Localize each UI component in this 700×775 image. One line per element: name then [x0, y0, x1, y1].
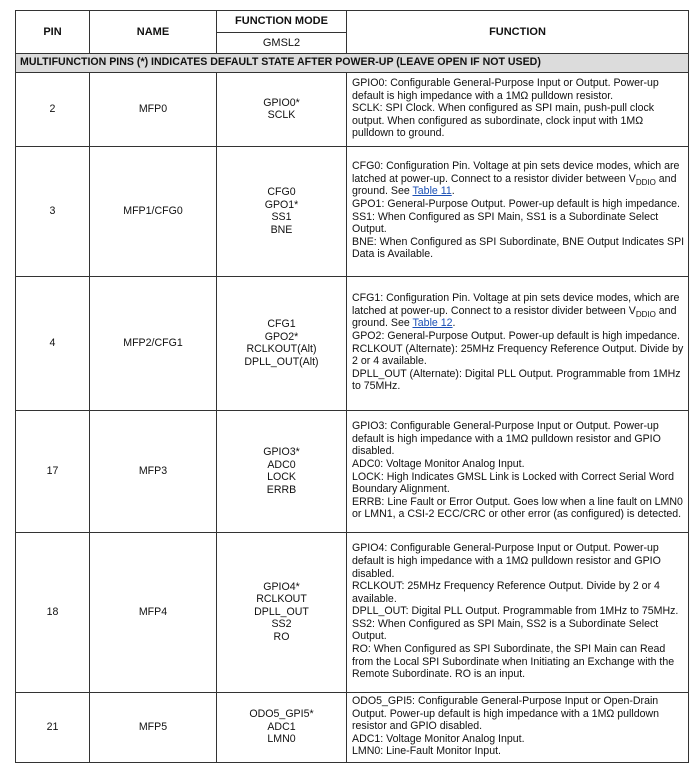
function-line-cfg1	[352, 292, 685, 330]
function-line: RCLKOUT (Alternate): 25MHz Frequency Reference Output. Divide by 2 or 4 available.	[352, 342, 684, 368]
function-mode-cell	[217, 146, 347, 276]
table-row	[16, 692, 689, 762]
function-mode-cell	[217, 72, 347, 146]
mode-item: ADC0	[267, 458, 296, 471]
function-description	[347, 410, 689, 532]
function-line: SCLK: SPI Clock. When configured as SPI main, push-pull clock output. When configured as subordinate, clock input with 1MΩ pulldown to ground.	[352, 102, 655, 140]
cfg-text: and ground. See	[352, 172, 677, 198]
mode-item: ODO5_GPI5*	[249, 708, 314, 721]
mode-item: DPLL_OUT	[254, 605, 309, 618]
mode-item: RCLKOUT(Alt)	[246, 343, 317, 356]
function-line: GPO2: General-Purpose Output. Power-up default is high impedance.	[352, 330, 680, 342]
pin-name: MFP5	[90, 692, 217, 762]
cfg-text: and ground. See	[352, 304, 677, 330]
mode-item: CFG0	[267, 185, 296, 198]
header-function-mode-gmsl2: GMSL2	[217, 33, 347, 54]
mode-item: BNE	[270, 223, 293, 236]
pin-number: 2	[16, 72, 90, 146]
mode-item: GPO2*	[264, 330, 299, 343]
function-line: BNE: When Configured as SPI Subordinate, BNE Output Indicates SPI Data is Available.	[352, 235, 685, 261]
mode-item: RCLKOUT	[256, 593, 307, 606]
header-function: FUNCTION	[347, 11, 689, 54]
function-line: GPO1: General-Purpose Output. Power-up default is high impedance.	[352, 198, 680, 210]
table-row	[16, 532, 689, 692]
pin-number: 17	[16, 410, 90, 532]
mode-item: ERRB	[266, 483, 297, 496]
table-row	[16, 146, 689, 276]
function-line: RO: When Configured as SPI Subordinate, the SPI Main can Read from the Local SPI Subordinate when Initiating an Exchange with the Remote Subordinate. RO is an input.	[352, 643, 675, 681]
function-line: SS2: When Configured as SPI Main, SS2 is a Subordinate Select Output.	[352, 617, 659, 643]
function-line: LOCK: High Indicates GMSL Link is Locked with Correct Serial Word Boundary Alignment.	[352, 470, 675, 496]
vddio-subscript: DDIO	[635, 309, 656, 319]
mode-item: ADC1	[267, 720, 296, 733]
function-line: GPIO4: Configurable General-Purpose Input or Output. Power-up default is high impedance with a 1MΩ pulldown resistor and GPIO disabled.	[352, 542, 661, 580]
mode-item: GPIO4*	[263, 580, 300, 593]
function-line: ADC0: Voltage Monitor Analog Input.	[352, 458, 525, 470]
mode-item: GPIO0*	[263, 96, 300, 109]
pin-name: MFP3	[90, 410, 217, 532]
mode-item: SCLK	[267, 109, 296, 122]
table-row	[16, 72, 689, 146]
cfg-text: CFG0: Configuration Pin. Voltage at pin sets device modes, which are latched at power-up. Connect to a resistor divider between V	[352, 160, 680, 185]
function-line: ODO5_GPI5: Configurable General-Purpose Input or Open-Drain Output. Power-up default is high impedance with a 1MΩ pulldown resistor and GPIO disabled.	[352, 695, 660, 733]
function-line: ERRB: Line Fault or Error Output. Goes low when a line fault on LMN0 or LMN1, a CSI-2 ECC/CRC or other error (as configured) is detected.	[352, 495, 683, 521]
mode-item: SS1	[271, 211, 292, 224]
function-line: GPIO3: Configurable General-Purpose Input or Output. Power-up default is high impedance with a 1MΩ pulldown resistor and GPIO disabled.	[352, 420, 661, 458]
function-line: RCLKOUT: 25MHz Frequency Reference Output. Divide by 2 or 4 available.	[352, 580, 660, 605]
cfg-text: .	[452, 317, 456, 330]
mode-item: LMN0	[267, 733, 296, 746]
function-line-cfg0	[352, 160, 685, 198]
pin-number: 3	[16, 146, 90, 276]
pin-function-table	[15, 10, 689, 763]
mode-item: GPIO3*	[263, 445, 300, 458]
mode-item: SS2	[271, 618, 292, 631]
table-11-link[interactable]: Table 11	[412, 185, 452, 198]
header-name: NAME	[90, 11, 217, 54]
function-mode-cell	[217, 276, 347, 410]
function-line: ADC1: Voltage Monitor Analog Input.	[352, 732, 525, 745]
pin-number: 4	[16, 276, 90, 410]
function-description	[347, 692, 689, 762]
cfg-text: .	[451, 185, 455, 198]
pin-name: MFP4	[90, 532, 217, 692]
function-line: GPIO0: Configurable General-Purpose Input or Output. Power-up default is high impedance with a 1MΩ pulldown resistor.	[352, 77, 659, 102]
pin-name: MFP2/CFG1	[90, 276, 217, 410]
mode-item: LOCK	[267, 471, 296, 484]
function-description	[347, 276, 689, 410]
table-row	[16, 276, 689, 410]
function-mode-cell	[217, 692, 347, 762]
function-line: SS1: When Configured as SPI Main, SS1 is a Subordinate Select Output.	[352, 210, 659, 236]
mode-item: CFG1	[267, 317, 296, 330]
function-mode-cell	[217, 532, 347, 692]
header-function-mode: FUNCTION MODE	[217, 11, 347, 33]
pin-number: 18	[16, 532, 90, 692]
vddio-subscript: DDIO	[635, 177, 656, 187]
function-description	[347, 72, 689, 146]
mode-item: DPLL_OUT(Alt)	[244, 355, 319, 368]
table-row	[16, 410, 689, 532]
function-mode-cell	[217, 410, 347, 532]
pin-name: MFP1/CFG0	[90, 146, 217, 276]
header-pin: PIN	[16, 11, 90, 54]
cfg-text: CFG1: Configuration Pin. Voltage at pin sets device modes, which are latched at power-up. Connect to a resistor divider between V	[352, 292, 680, 317]
function-line: DPLL_OUT (Alternate): Digital PLL Output. Programmable from 1MHz to 75MHz.	[352, 367, 681, 393]
mode-item: RO	[273, 630, 290, 643]
function-description	[347, 532, 689, 692]
pin-number: 21	[16, 692, 90, 762]
section-title: MULTIFUNCTION PINS (*) INDICATES DEFAULT STATE AFTER POWER-UP (LEAVE OPEN IF NOT USED)	[16, 54, 689, 73]
table-12-link[interactable]: Table 12	[412, 317, 453, 330]
function-line: LMN0: Line-Fault Monitor Input.	[352, 745, 501, 758]
function-description	[347, 146, 689, 276]
pin-name: MFP0	[90, 72, 217, 146]
function-line: DPLL_OUT: Digital PLL Output. Programmable from 1MHz to 75MHz.	[352, 605, 679, 618]
mode-item: GPO1*	[264, 198, 299, 211]
